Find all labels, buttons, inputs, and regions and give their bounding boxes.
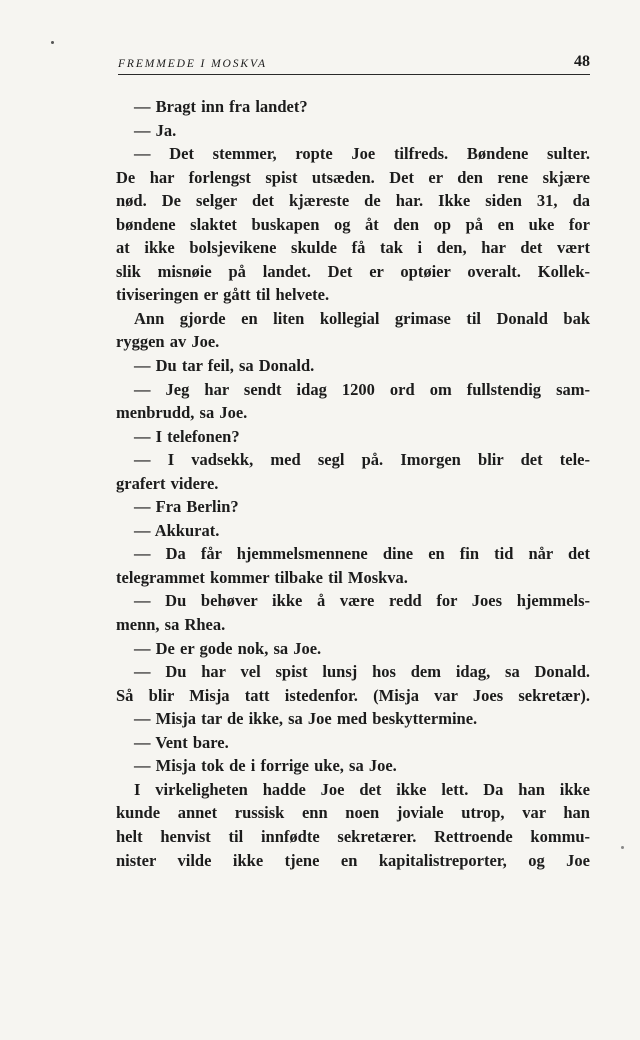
text-line: — Det stemmer, ropte Joe tilfreds. Bøndene sulter. (134, 144, 590, 164)
text-line: telegrammet kommer tilbake til Moskva. (116, 567, 408, 587)
text-line: — Du tar feil, sa Donald. (134, 356, 315, 376)
text-line: De har forlengst spist utsæden. Det er den rene skjære (116, 167, 590, 187)
text-line: — Vent bare. (134, 732, 229, 752)
text-line: nød. De selger det kjæreste de har. Ikke siden 31, da (116, 191, 590, 211)
text-line: — Da får hjemmelsmennene dine en fin tid når det (134, 544, 590, 564)
text-line: — I telefonen? (134, 426, 240, 446)
text-line: — Fra Berlin? (134, 497, 239, 517)
speck-mark (621, 846, 624, 849)
text-line: — Jeg har sendt idag 1200 ord om fullstendig sam- (134, 379, 590, 399)
page-header (118, 50, 590, 75)
text-line: slik misnøie på landet. Det er optøier overalt. Kollek- (116, 261, 590, 281)
text-line: grafert videre. (116, 473, 219, 493)
text-line: — Misja tok de i forrige uke, sa Joe. (134, 756, 397, 776)
text-line: Ann gjorde en liten kollegial grimase til Donald bak (134, 308, 590, 328)
text-line: — I vadsekk, med segl på. Imorgen blir det tele- (134, 450, 590, 470)
text-line: — Ja. (134, 120, 177, 140)
text-line: — Bragt inn fra landet? (134, 97, 308, 116)
text-line: menn, sa Rhea. (116, 615, 226, 635)
text-line: kunde annet russisk enn noen joviale utrop, var han (116, 803, 590, 823)
text-line: tiviseringen er gått til helvete. (116, 285, 330, 305)
text-line: — De er gode nok, sa Joe. (134, 638, 322, 658)
body-text (116, 95, 590, 872)
text-line: Så blir Misja tatt istedenfor. (Misja var Joes sekretær). (116, 685, 590, 705)
speck-mark (51, 41, 54, 44)
text-line: bøndene slaktet buskapen og åt den op på en uke for (116, 214, 590, 234)
text-line: at ikke bolsjevikene skulde få tak i den, har det vært (116, 238, 590, 258)
text-line: — Du har vel spist lunsj hos dem idag, sa Donald. (134, 662, 590, 682)
page-number: 48 (574, 53, 590, 70)
text-line: menbrudd, sa Joe. (116, 403, 248, 423)
text-line: — Akkurat. (134, 520, 220, 540)
text-line: helt henvist til innfødte sekretærer. Rettroende kommu- (116, 826, 590, 846)
text-line: — Du behøver ikke å være redd for Joes hjemmels- (134, 591, 590, 611)
text-line: — Misja tar de ikke, sa Joe med beskyttermine. (134, 709, 478, 729)
text-line: I virkeligheten hadde Joe det ikke lett. Da han ikke (134, 779, 590, 799)
text-line: nister vilde ikke tjene en kapitalistreporter, og Joe (116, 850, 590, 870)
text-line: ryggen av Joe. (116, 332, 220, 352)
running-head: FREMMEDE I MOSKVA (118, 58, 267, 70)
